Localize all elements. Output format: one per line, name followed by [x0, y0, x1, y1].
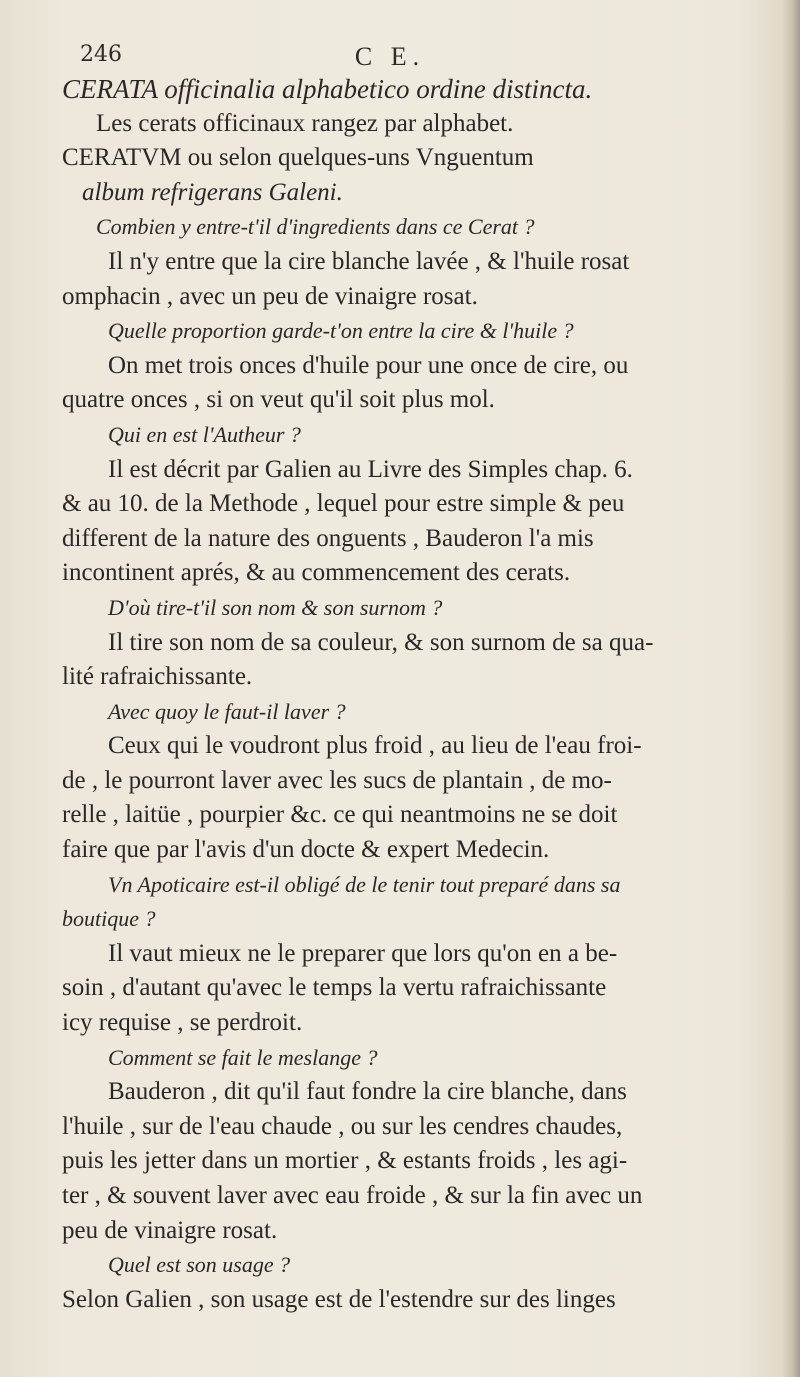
question-author: Qui en est l'Autheur ?	[108, 421, 301, 447]
section-title-translation: Les cerats officinaux rangez par alphabet.	[96, 109, 514, 137]
body-line: quatre onces , si on veut qu'il soit plus mol.	[62, 386, 495, 414]
body-line: peu de vinaigre rosat.	[62, 1216, 278, 1244]
body-line: omphacin , avec un peu de vinaigre rosat.	[62, 282, 478, 310]
page-number: 246	[80, 42, 122, 67]
running-head: C E.	[354, 42, 426, 71]
question-apothecary: Vn Apoticaire est-il obligé de le tenir tout preparé dans sa	[108, 871, 621, 897]
body-line: Ceux qui le voudront plus froid , au lieu de l'eau froi-	[108, 732, 642, 760]
question-wash: Avec quoy le faut-il laver ?	[108, 698, 346, 724]
body-line: Il vaut mieux ne le preparer que lors qu'on en a be-	[108, 939, 618, 967]
body-line: incontinent aprés, & au commencement des cerats.	[62, 559, 571, 587]
question-name: D'où tire-t'il son nom & son surnom ?	[108, 594, 443, 620]
body-line: & au 10. de la Methode , lequel pour estre simple & peu	[62, 490, 625, 518]
body-line: l'huile , sur de l'eau chaude , ou sur les cendres chaudes,	[62, 1112, 623, 1140]
body-line: lité rafraichissante.	[62, 663, 253, 691]
body-line: de , le pourront laver avec les sucs de plantain , de mo-	[62, 766, 612, 794]
question-ingredients: Combien y entre-t'il d'ingredients dans ce Cerat ?	[96, 214, 535, 240]
body-line: Il n'y entre que la cire blanche lavée , & l'huile rosat	[108, 247, 630, 275]
body-line: relle , laitüe , pourpier &c. ce qui neantmoins ne se doit	[62, 801, 618, 829]
body-line: Il tire son nom de sa couleur, & son surnom de sa qua-	[108, 628, 654, 656]
body-line: Il est décrit par Galien au Livre des Simples chap. 6.	[108, 455, 633, 483]
question-mixture: Comment se fait le meslange ?	[108, 1044, 378, 1070]
question-apothecary-continued: boutique ?	[62, 906, 156, 932]
body-line: soin , d'autant qu'avec le temps la vertu rafraichissante	[62, 974, 607, 1002]
body-line: On met trois onces d'huile pour une once de cire, ou	[108, 351, 629, 379]
body-line: faire que par l'avis d'un docte & expert Medecin.	[62, 836, 550, 864]
body-line: ter , & souvent laver avec eau froide , & sur la fin avec un	[62, 1182, 643, 1209]
body-line: Selon Galien , son usage est de l'estendre sur des linges	[62, 1285, 616, 1313]
entry-heading: CERATVM ou selon quelques-uns Vnguentum	[62, 144, 534, 172]
body-line: different de la nature des onguents , Bauderon l'a mis	[62, 524, 594, 552]
body-line: icy requise , se perdroit.	[62, 1009, 303, 1037]
body-line: Bauderon , dit qu'il faut fondre la cire blanche, dans	[108, 1078, 627, 1106]
page-edge-shadow	[782, 0, 800, 1377]
question-proportion: Quelle proportion garde-t'on entre la cire & l'huile ?	[108, 318, 574, 344]
body-line: puis les jetter dans un mortier , & estants froids , les agi-	[62, 1147, 628, 1175]
entry-heading-continued: album refrigerans Galeni.	[82, 178, 343, 206]
page-body	[62, 72, 767, 1317]
question-usage: Quel est son usage ?	[108, 1252, 291, 1278]
section-title: CERATA officinalia alphabetico ordine distincta.	[62, 74, 593, 104]
